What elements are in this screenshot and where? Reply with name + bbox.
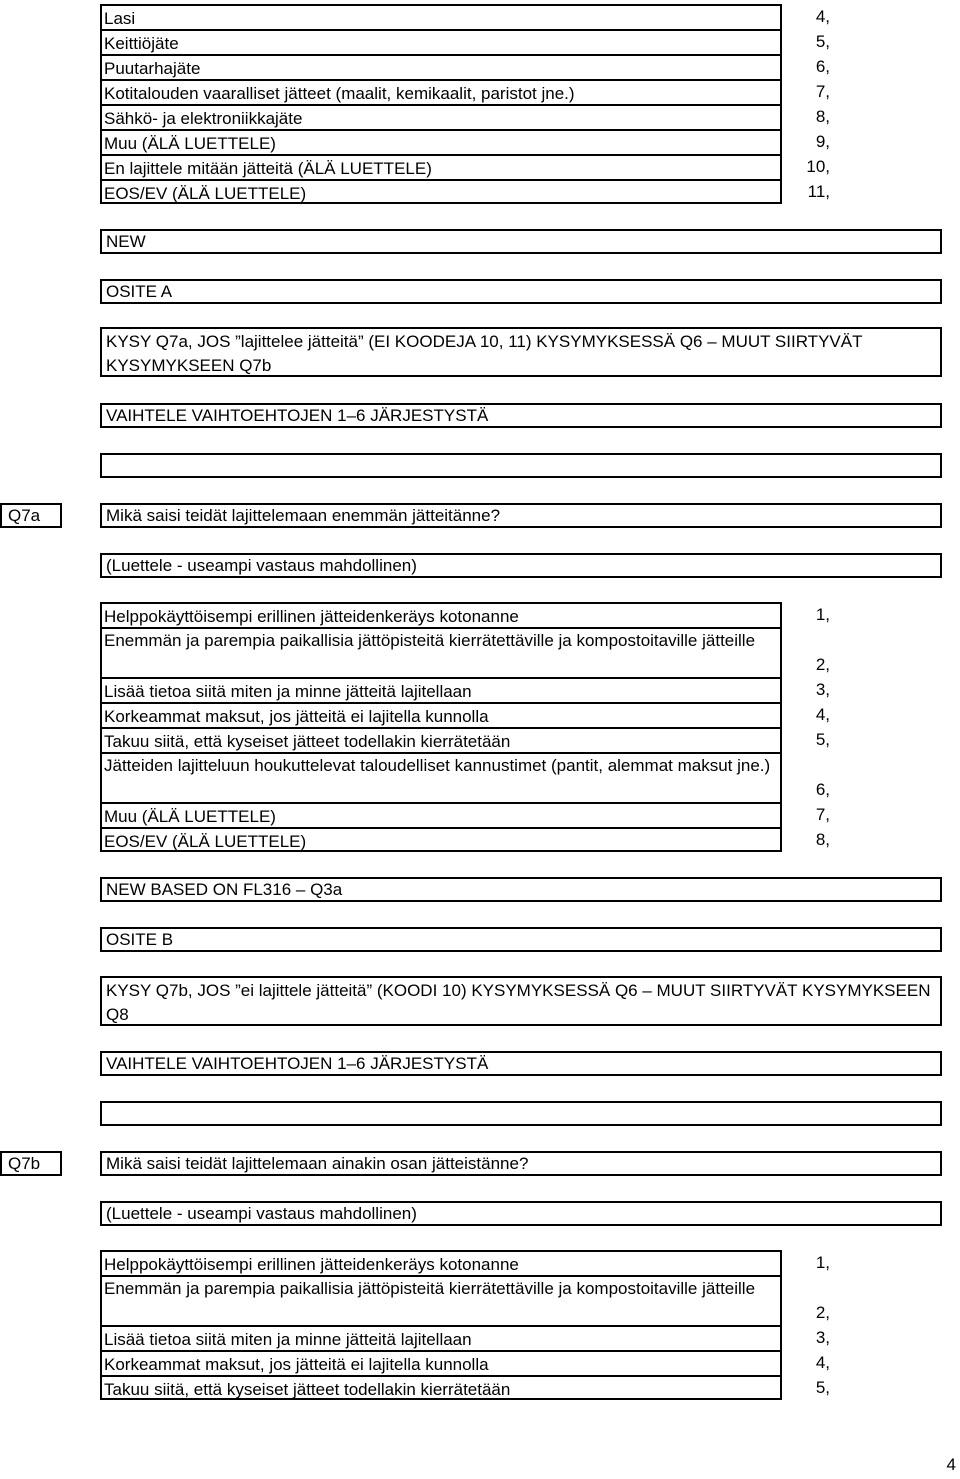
list-item: Lisää tietoa siitä miten ja minne jätteitä lajitellaan 3, [100,677,830,702]
answer-code: 1, [815,1253,830,1272]
note-box: (Luettele - useampi vastaus mahdollinen) [100,1201,942,1226]
list-item: Muu (ÄLÄ LUETTELE) 7, [100,802,830,827]
answer-code: 6, [815,780,830,799]
list-item: Korkeammat maksut, jos jätteitä ei lajitella kunnolla 4, [100,1350,830,1375]
question-box: Mikä saisi teidät lajittelemaan enemmän jätteitänne? [100,503,942,528]
osite-box: OSITE A [100,279,942,304]
answer-code: 5, [815,730,830,749]
list-item: Korkeammat maksut, jos jätteitä ei lajitella kunnolla 4, [100,702,830,727]
rotate-instruction-box: VAIHTELE VAIHTOEHTOJEN 1–6 JÄRJESTYSTÄ [100,403,942,428]
list-item: EOS/EV (ÄLÄ LUETTELE) 8, [100,827,830,852]
answer-code: 5, [815,1378,830,1397]
answer-code: 7, [815,82,830,101]
list-item: Jätteiden lajitteluun houkuttelevat taloudelliset kannustimet (pantit, alemmat maksut jne.) 6, [100,752,830,802]
answer-code: 6, [815,57,830,76]
list-item: Helppokäyttöisempi erillinen jätteidenkeräys kotonanne 1, [100,602,830,627]
list-item: Keittiöjäte 5, [100,29,830,54]
list-item: Lisää tietoa siitä miten ja minne jätteitä lajitellaan 3, [100,1325,830,1350]
list-item: Takuu siitä, että kyseiset jätteet todellakin kierrätetään 5, [100,727,830,752]
blank-box [100,1101,942,1126]
question-box: Mikä saisi teidät lajittelemaan ainakin osan jätteistänne? [100,1151,942,1176]
answer-list-q7a [100,602,830,852]
answer-list-q7b [100,1250,830,1400]
answer-code: 8, [815,830,830,849]
new-label-box: NEW [100,229,942,254]
answer-code: 4, [815,705,830,724]
answer-list-q6 [100,4,830,204]
answer-code: 4, [815,7,830,26]
instruction-box: KYSY Q7a, JOS ”lajittelee jätteitä” (EI KOODEJA 10, 11) KYSYMYKSESSÄ Q6 – MUUT SIIRTYVÄT KYSYMYKSEEN Q7b [100,327,942,377]
list-item: Puutarhajäte 6, [100,54,830,79]
list-item: EOS/EV (ÄLÄ LUETTELE) 11, [100,179,830,204]
list-item: Helppokäyttöisempi erillinen jätteidenkeräys kotonanne 1, [100,1250,830,1275]
question-label: Q7b [0,1151,62,1176]
instruction-box: KYSY Q7b, JOS ”ei lajittele jätteitä” (KOODI 10) KYSYMYKSESSÄ Q6 – MUUT SIIRTYVÄT KYSYMYKSEEN Q8 [100,976,942,1026]
answer-code: 1, [815,605,830,624]
answer-code: 3, [815,1328,830,1347]
new-label-box: NEW BASED ON FL316 – Q3a [100,877,942,902]
list-item: Takuu siitä, että kyseiset jätteet todellakin kierrätetään 5, [100,1375,830,1400]
page-number: 4 [946,1455,956,1474]
note-box: (Luettele - useampi vastaus mahdollinen) [100,553,942,578]
answer-code: 10, [806,157,830,176]
answer-code: 11, [807,182,830,201]
answer-code: 9, [815,132,830,151]
list-item: Sähkö- ja elektroniikkajäte 8, [100,104,830,129]
answer-code: 2, [815,1303,830,1322]
answer-code: 7, [815,805,830,824]
answer-code: 3, [815,680,830,699]
answer-code: 2, [815,655,830,674]
answer-code: 5, [815,32,830,51]
blank-box [100,453,942,478]
list-item: Enemmän ja parempia paikallisia jättöpisteitä kierrätettäville ja kompostoitaville jätteille 2, [100,1275,830,1325]
osite-box: OSITE B [100,927,942,952]
list-item: Lasi 4, [100,4,830,29]
rotate-instruction-box: VAIHTELE VAIHTOEHTOJEN 1–6 JÄRJESTYSTÄ [100,1051,942,1076]
list-item: Kotitalouden vaaralliset jätteet (maalit, kemikaalit, paristot jne.) 7, [100,79,830,104]
question-label: Q7a [0,503,62,528]
list-item: Enemmän ja parempia paikallisia jättöpisteitä kierrätettäville ja kompostoitaville jätteille 2, [100,627,830,677]
answer-code: 4, [815,1353,830,1372]
answer-code: 8, [815,107,830,126]
list-item: En lajittele mitään jätteitä (ÄLÄ LUETTELE) 10, [100,154,830,179]
list-item: Muu (ÄLÄ LUETTELE) 9, [100,129,830,154]
